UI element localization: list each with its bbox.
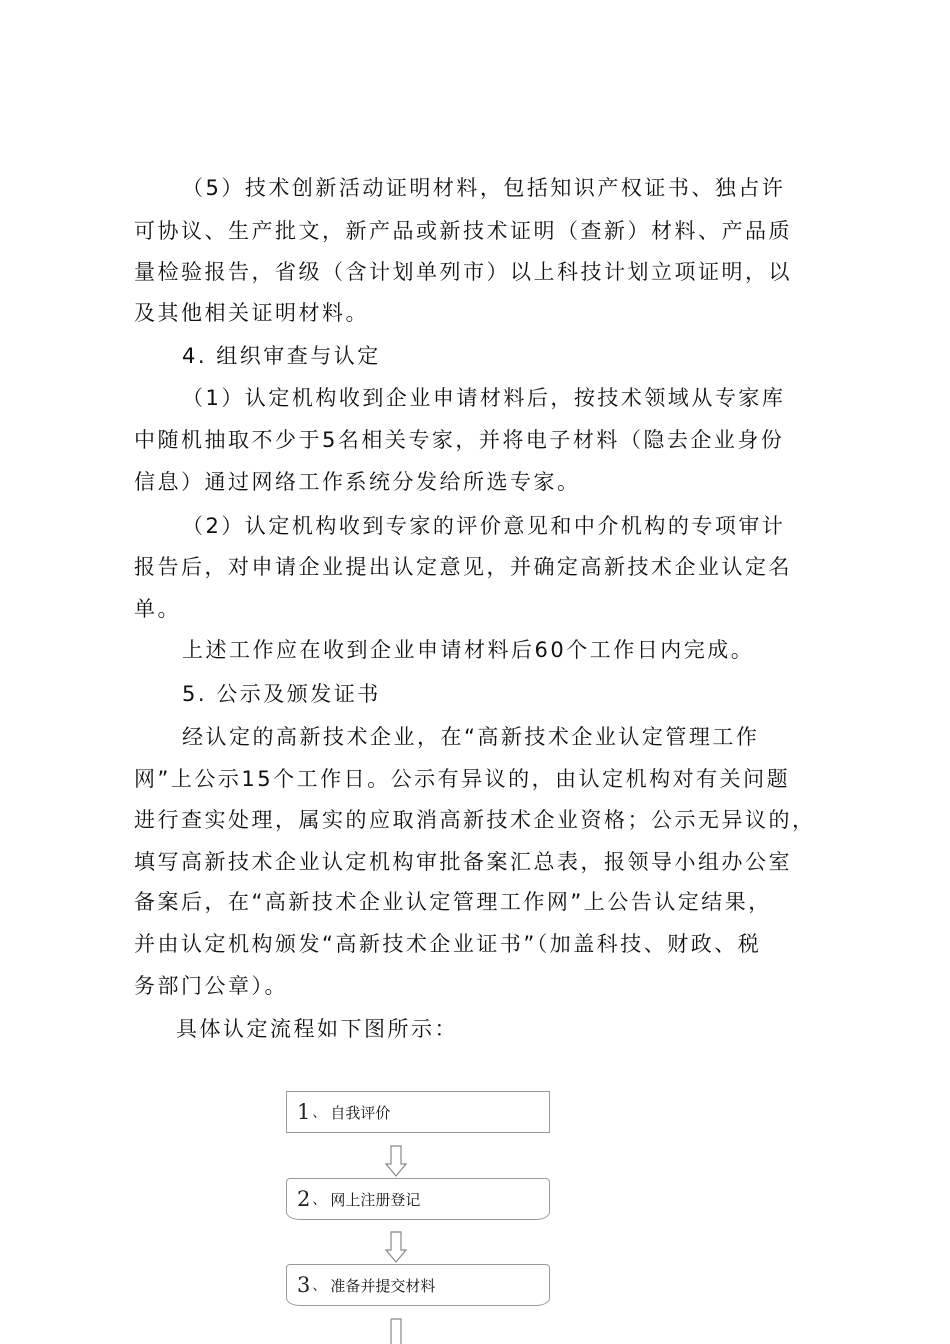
publication-line-3: 进行查实处理，属实的应取消高新技术企业资格；公示无异议的， [134,808,816,832]
publication-line-6: 并由认定机构颁发“高新技术企业证书”（加盖科技、财政、税 [134,932,762,956]
para-5-line-3: 量检验报告，省级（含计划单列市）以上科技计划立项证明，以 [134,260,792,284]
flow-step-label: 自我评价 [330,1103,391,1122]
sub-1-line-2: 中随机抽取不少于5名相关专家，并将电子材料（隐去企业身份 [134,428,785,452]
flow-step-separator: 、 [312,1192,327,1208]
flow-intro: 具体认定流程如下图所示： [176,1017,458,1041]
flow-step-label: 准备并提交材料 [330,1276,436,1295]
sub-2-line-2: 报告后，对申请企业提出认定意见，并确定高新技术企业认定名 [134,555,792,579]
deadline-note: 上述工作应在收到企业申请材料后60个工作日内完成。 [182,638,755,662]
flow-step-number: 3 [297,1273,311,1297]
sub-1-line-1: （1）认定机构收到企业申请材料后，按技术领域从专家库 [182,386,786,410]
publication-line-2: 网”上公示15个工作日。公示有异议的，由认定机构对有关问题 [134,767,791,791]
flow-step-number: 1 [297,1100,311,1124]
flow-step-number: 2 [297,1187,311,1211]
publication-line-4: 填写高新技术企业认定机构审批备案汇总表，报领导小组办公室 [134,850,792,874]
down-arrow-icon [385,1145,407,1177]
flow-step-separator: 、 [312,1105,327,1121]
section-heading-4: 4. 组织审查与认定 [182,344,381,368]
flow-step-3 [286,1264,550,1306]
flow-step-label: 网上注册登记 [330,1190,421,1209]
down-arrow-icon [385,1231,407,1263]
flow-step-2 [286,1178,550,1220]
down-arrow-icon [385,1318,407,1344]
sub-2-line-3: 单。 [134,597,181,621]
sub-1-line-3: 信息）通过网络工作系统分发给所选专家。 [134,470,581,494]
section-heading-5: 5. 公示及颁发证书 [182,682,381,706]
flow-step-1 [286,1091,550,1133]
para-5-line-1: （5）技术创新活动证明材料，包括知识产权证书、独占许 [182,176,786,200]
publication-line-5: 备案后，在“高新技术企业认定管理工作网”上公告认定结果， [134,890,772,914]
sub-2-line-1: （2）认定机构收到专家的评价意见和中介机构的专项审计 [182,514,786,538]
publication-line-1: 经认定的高新技术企业，在“高新技术企业认定管理工作 [182,725,760,749]
para-5-line-4: 及其他相关证明材料。 [134,301,369,325]
publication-line-7: 务部门公章）。 [134,974,288,998]
para-5-line-2: 可协议、生产批文，新产品或新技术证明（查新）材料、产品质 [134,219,792,243]
flow-step-separator: 、 [312,1278,327,1294]
